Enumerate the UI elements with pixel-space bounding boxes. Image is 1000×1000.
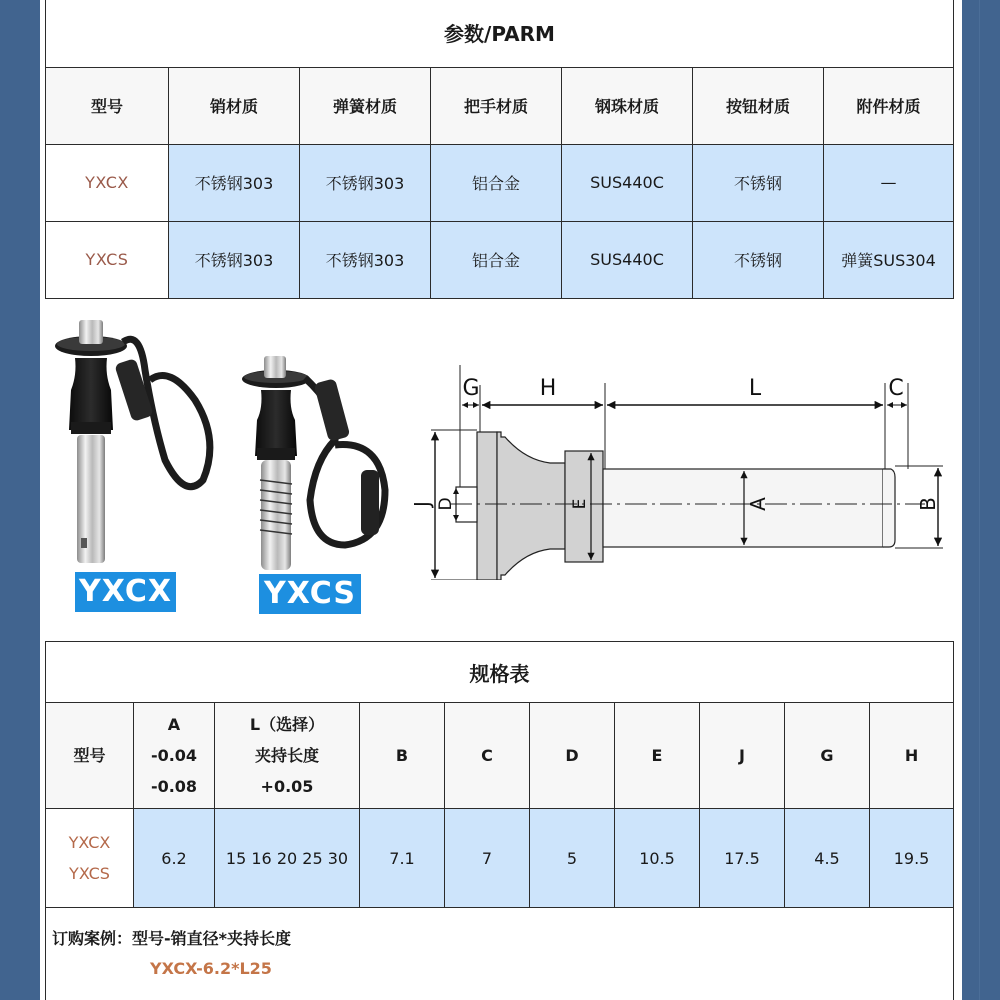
model-cell: YXCX bbox=[46, 144, 169, 221]
value-e: 10.5 bbox=[615, 809, 700, 908]
value-l: 15 16 20 25 30 bbox=[215, 809, 360, 908]
header-j: J bbox=[700, 703, 785, 809]
order-format-label: 订购案例：型号-销直径*夹持长度 bbox=[52, 929, 292, 948]
order-example-value: YXCX-6.2*L25 bbox=[150, 959, 272, 978]
model-yxcs: YXCS bbox=[69, 864, 110, 883]
header-l-name: L（选择） bbox=[249, 715, 325, 734]
table-row bbox=[46, 221, 954, 298]
product-tag-yxcs: YXCS bbox=[259, 574, 361, 614]
value-c: 7 bbox=[445, 809, 530, 908]
product-image-yxcs bbox=[235, 350, 405, 580]
header-g: G bbox=[785, 703, 870, 809]
pin-material-cell: 不锈钢303 bbox=[169, 144, 300, 221]
pin-material-cell: 不锈钢303 bbox=[169, 221, 300, 298]
table-row bbox=[46, 809, 954, 908]
model-cell: YXCS bbox=[46, 221, 169, 298]
header-a-tol-lower: -0.08 bbox=[150, 777, 198, 796]
header-d: D bbox=[530, 703, 615, 809]
header-b: B bbox=[360, 703, 445, 809]
header-handle-material: 把手材质 bbox=[431, 67, 562, 144]
header-l bbox=[215, 703, 360, 809]
header-l-tol: +0.05 bbox=[260, 777, 314, 796]
model-yxcx: YXCX bbox=[68, 833, 111, 852]
left-side-band bbox=[0, 0, 40, 1000]
header-h: H bbox=[870, 703, 954, 809]
diagram-label-c: C bbox=[888, 376, 904, 401]
diagram-label-d: D bbox=[436, 497, 456, 511]
accessory-material-cell: — bbox=[824, 144, 954, 221]
ball-material-cell: SUS440C bbox=[562, 221, 693, 298]
product-tag-yxcx: YXCX bbox=[75, 572, 176, 612]
value-h: 19.5 bbox=[870, 809, 954, 908]
diagram-label-a: A bbox=[746, 497, 770, 511]
header-pin-material: 销材质 bbox=[169, 67, 300, 144]
diagram-label-h: H bbox=[539, 376, 557, 401]
header-a bbox=[134, 703, 215, 809]
value-g: 4.5 bbox=[785, 809, 870, 908]
model-cell bbox=[46, 809, 134, 908]
header-c: C bbox=[445, 703, 530, 809]
spring-material-cell: 不锈钢303 bbox=[300, 221, 431, 298]
value-d: 5 bbox=[530, 809, 615, 908]
spec-table-title: 规格表 bbox=[46, 642, 954, 703]
button-material-cell: 不锈钢 bbox=[693, 144, 824, 221]
button-material-cell: 不锈钢 bbox=[693, 221, 824, 298]
diagram-label-j: J bbox=[410, 501, 434, 507]
header-model: 型号 bbox=[46, 67, 169, 144]
params-table bbox=[45, 0, 954, 299]
header-a-name: A bbox=[167, 715, 181, 734]
header-e: E bbox=[615, 703, 700, 809]
accessory-material-cell: 弹簧SUS304 bbox=[824, 221, 954, 298]
order-example-section bbox=[46, 908, 954, 1000]
product-image-yxcx bbox=[45, 310, 225, 570]
ball-material-cell: SUS440C bbox=[562, 144, 693, 221]
table-row bbox=[46, 144, 954, 221]
diagram-label-b: B bbox=[916, 497, 940, 511]
spring-material-cell: 不锈钢303 bbox=[300, 144, 431, 221]
spec-table bbox=[45, 641, 954, 1000]
diagram-label-l: L bbox=[748, 376, 762, 401]
diagram-label-e: E bbox=[570, 498, 590, 510]
handle-material-cell: 铝合金 bbox=[431, 144, 562, 221]
dimension-diagram bbox=[405, 365, 950, 584]
header-spring-material: 弹簧材质 bbox=[300, 67, 431, 144]
value-b: 7.1 bbox=[360, 809, 445, 908]
header-model: 型号 bbox=[46, 703, 134, 809]
handle-material-cell: 铝合金 bbox=[431, 221, 562, 298]
right-side-band bbox=[962, 0, 1000, 1000]
header-accessory-material: 附件材质 bbox=[824, 67, 954, 144]
header-button-material: 按钮材质 bbox=[693, 67, 824, 144]
header-a-tol-upper: -0.04 bbox=[150, 746, 198, 765]
header-ball-material: 钢珠材质 bbox=[562, 67, 693, 144]
header-l-desc: 夹持长度 bbox=[254, 746, 319, 765]
params-table-title: 参数/PARM bbox=[46, 0, 954, 67]
value-j: 17.5 bbox=[700, 809, 785, 908]
diagram-label-g: G bbox=[462, 376, 480, 401]
value-a: 6.2 bbox=[134, 809, 215, 908]
